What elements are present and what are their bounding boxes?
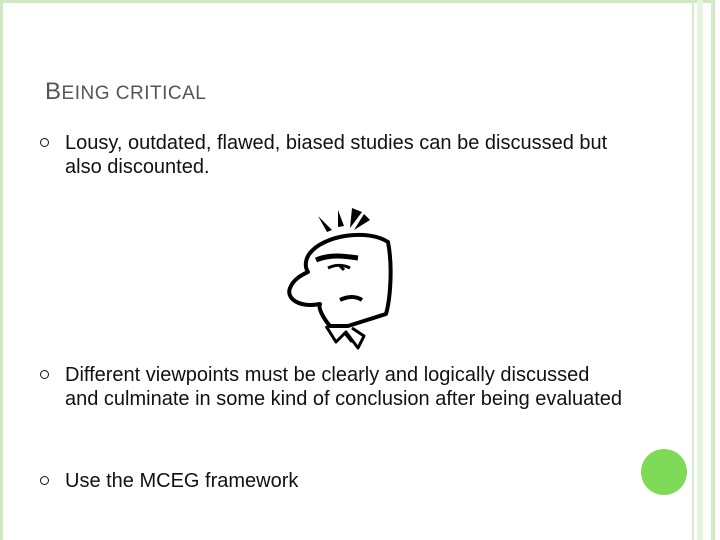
slide-title <box>45 78 206 106</box>
bullet-text: Different viewpoints must be clearly and logically discussed and culminate in some kind of conclusion after being evaluated <box>65 364 623 410</box>
bullet-circle-icon <box>40 370 49 379</box>
decorative-rail <box>697 0 703 540</box>
decorative-rail <box>711 0 713 540</box>
title-initial: B <box>45 78 62 105</box>
critical-face-cartoon <box>278 208 398 358</box>
accent-circle <box>641 449 687 495</box>
decorative-rail <box>692 0 694 540</box>
bullet-text: Use the MCEG framework <box>65 470 299 492</box>
bullet-text: Lousy, outdated, flawed, biased studies can be discussed but also discounted. <box>65 132 608 178</box>
bullet-circle-icon <box>40 138 49 147</box>
title-rest: EING CRITICAL <box>61 83 207 104</box>
bullet-circle-icon <box>40 476 49 485</box>
